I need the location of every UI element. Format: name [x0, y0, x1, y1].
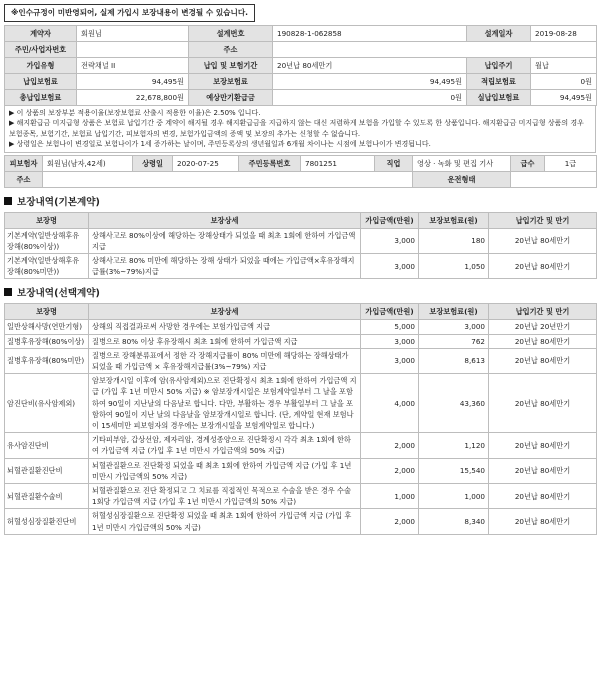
coverage-name: 질병후유장해(80%이상) — [5, 334, 89, 348]
notice-banner: ※인수규정이 미반영되어, 실제 가입시 보장내용이 변경될 수 있습니다. — [4, 4, 255, 22]
coverage-amount: 2,000 — [361, 433, 419, 458]
square-bullet-icon — [4, 288, 12, 296]
accum-premium-value: 0원 — [531, 74, 597, 90]
coverage-period: 20년납 80세만기 — [489, 228, 597, 253]
coverage-premium-value: 94,495원 — [273, 74, 467, 90]
coverage-amount: 3,000 — [361, 254, 419, 279]
table-row — [5, 320, 597, 334]
coverage-premium: 8,613 — [419, 348, 489, 373]
coverage-period: 20년납 80세만기 — [489, 509, 597, 534]
coverage-period: 20년납 80세만기 — [489, 433, 597, 458]
insured-address-label: 주소 — [5, 171, 43, 187]
col-header: 보장상세 — [89, 304, 361, 320]
birthday-value: 2020-07-25 — [173, 155, 239, 171]
grade-label: 급수 — [511, 155, 545, 171]
coverage-premium: 1,120 — [419, 433, 489, 458]
table-row — [5, 348, 597, 373]
col-header: 납입기간 및 만기 — [489, 304, 597, 320]
coverage-premium: 1,000 — [419, 484, 489, 509]
coverage-premium: 1,050 — [419, 254, 489, 279]
coverage-amount: 4,000 — [361, 374, 419, 433]
coverage-amount: 3,000 — [361, 348, 419, 373]
col-header: 가입금액(만원) — [361, 304, 419, 320]
contractor-value: 회원님 — [77, 26, 189, 42]
basic-coverage-table — [4, 212, 597, 280]
expected-refund-value: 0원 — [273, 90, 467, 106]
job-label: 직업 — [375, 155, 413, 171]
insured-info-table — [4, 155, 597, 188]
col-header: 보장명 — [5, 212, 89, 228]
insured-id-value: 7801251 — [301, 155, 375, 171]
coverage-name: 기본계약(일반상해후유장해(80%이상)) — [5, 228, 89, 253]
coverage-name: 질병후유장해(80%미만) — [5, 348, 89, 373]
coverage-name: 뇌혈관질환수술비 — [5, 484, 89, 509]
coverage-name: 암진단비(유사암제외) — [5, 374, 89, 433]
product-type-label: 가입유형 — [5, 58, 77, 74]
col-header: 납입기간 및 만기 — [489, 212, 597, 228]
address-label: 주소 — [189, 42, 273, 58]
design-no-label: 설계번호 — [189, 26, 273, 42]
product-type-value: 전략채널 II — [77, 58, 189, 74]
table-row — [5, 254, 597, 279]
vehicle-value — [511, 171, 597, 187]
note-item: ▶ 해지환급금 미지급형 상품은 보험료 납입기간 중 계약이 해지될 경우 해지환급금을 지급하지 않는 대신 저렴하게 보험을 가입할 수 있도록 한 상품입니다. 해지환급금 미지급형 상품의 경우 보험종목, 보험기간, 보험료 납입기간, 피보험자의 변경, 보험가입금액의 증액 및 보장의 추가는 신청할 수 없습니다. — [9, 119, 584, 138]
optional-coverage-rows — [5, 320, 597, 534]
coverage-period: 20년납 80세만기 — [489, 254, 597, 279]
table-row — [5, 484, 597, 509]
insured-value: 회원님(남자,42세) — [43, 155, 133, 171]
pay-period-label: 납입 및 보험기간 — [189, 58, 273, 74]
total-premium-label: 총납입보험료 — [5, 90, 77, 106]
optional-section-title — [4, 287, 596, 301]
id-no-value — [77, 42, 189, 58]
design-date-value: 2019-08-28 — [531, 26, 597, 42]
accum-premium-label: 적립보험료 — [467, 74, 531, 90]
contract-info-table — [4, 25, 597, 106]
pay-premium-label: 납입보험료 — [5, 74, 77, 90]
contractor-label: 계약자 — [5, 26, 77, 42]
coverage-period: 20년납 80세만기 — [489, 484, 597, 509]
note-item: ▶ 이 상품의 보장부분 적용이율(보장보험료 산출시 적용한 이율)은 2.50% 입니다. — [9, 109, 261, 117]
coverage-period: 20년납 20년만기 — [489, 320, 597, 334]
coverage-amount: 2,000 — [361, 509, 419, 534]
coverage-premium-label: 보장보험료 — [189, 74, 273, 90]
insured-label: 피보험자 — [5, 155, 43, 171]
basic-section-title — [4, 196, 596, 210]
job-value: 영상 · 녹화 및 편집 기사 — [413, 155, 511, 171]
coverage-period: 20년납 80세만기 — [489, 374, 597, 433]
address-value — [273, 42, 597, 58]
id-no-label: 주민/사업자번호 — [5, 42, 77, 58]
coverage-premium: 15,540 — [419, 458, 489, 483]
coverage-detail: 상해사고로 80%이상에 해당하는 장해상태가 되었을 때 최초 1회에 한하여 가입금액 지급 — [89, 228, 361, 253]
coverage-amount: 3,000 — [361, 228, 419, 253]
square-bullet-icon — [4, 197, 12, 205]
coverage-name: 기본계약(일반상해후유장해(80%미만)) — [5, 254, 89, 279]
expected-refund-label: 예상만기환급금 — [189, 90, 273, 106]
col-header: 보장보험료(원) — [419, 212, 489, 228]
table-row — [5, 433, 597, 458]
coverage-detail: 기타피부암, 갑상선암, 제자리암, 경계성종양으로 진단확정시 각각 최초 1회에 한하여 가입금액 지급 (가입 후 1년 미만시 가입금액의 50% 지급) — [89, 433, 361, 458]
vehicle-label: 운전형태 — [413, 171, 511, 187]
col-header: 보장상세 — [89, 212, 361, 228]
coverage-period: 20년납 80세만기 — [489, 334, 597, 348]
coverage-premium: 43,360 — [419, 374, 489, 433]
actual-premium-value: 94,495원 — [531, 90, 597, 106]
coverage-detail: 상해의 직접결과로써 사망한 경우에는 보험가입금액 지급 — [89, 320, 361, 334]
actual-premium-label: 실납입보험료 — [467, 90, 531, 106]
design-date-label: 설계일자 — [467, 26, 531, 42]
col-header: 가입금액(만원) — [361, 212, 419, 228]
insured-address-value — [43, 171, 413, 187]
pay-cycle-value: 월납 — [531, 58, 597, 74]
note-item: ▶ 상령일은 보험나이 변경일로 보험나이가 1세 증가하는 날이며, 주민등록상의 생년월일과 6개월 차이나는 시점에 보험나이가 변경됩니다. — [9, 140, 431, 149]
coverage-detail: 상해사고로 80% 미만에 해당하는 장해 상태가 되었을 때에는 가입금액×후유장해지급률(3%~79%)지급 — [89, 254, 361, 279]
design-no-value: 190828-1-062858 — [273, 26, 467, 42]
notes-box — [4, 106, 596, 153]
table-row — [5, 334, 597, 348]
birthday-label: 상령일 — [133, 155, 173, 171]
optional-title-text: 보장내역(선택계약) — [17, 288, 100, 300]
col-header: 보장보험료(원) — [419, 304, 489, 320]
coverage-premium: 3,000 — [419, 320, 489, 334]
pay-cycle-label: 납입주기 — [467, 58, 531, 74]
table-row — [5, 458, 597, 483]
coverage-detail: 질병으로 80% 이상 후유장해시 최초 1회에 한하여 가입금액 지급 — [89, 334, 361, 348]
coverage-detail: 질병으로 장해분류표에서 정한 각 장해지급률이 80% 미만에 해당하는 장해상태가 되었을 때 가입금액 × 후유장해지급률(3%~79%) 지급 — [89, 348, 361, 373]
total-premium-value: 22,678,800원 — [77, 90, 189, 106]
optional-coverage-table — [4, 303, 597, 534]
coverage-premium: 180 — [419, 228, 489, 253]
table-row — [5, 228, 597, 253]
table-row — [5, 374, 597, 433]
coverage-name: 뇌혈관질환진단비 — [5, 458, 89, 483]
basic-title-text: 보장내역(기본계약) — [17, 196, 100, 208]
col-header: 보장명 — [5, 304, 89, 320]
coverage-amount: 3,000 — [361, 334, 419, 348]
grade-value: 1급 — [545, 155, 597, 171]
coverage-name: 허혈성심장질환진단비 — [5, 509, 89, 534]
coverage-name: 유사암진단비 — [5, 433, 89, 458]
coverage-premium: 8,340 — [419, 509, 489, 534]
coverage-detail: 암보장개시일 이후에 암(유사암제외)으로 진단확정시 최초 1회에 한하여 가입금액 지급 (가입 후 1년 미만시 50% 지급) ※ 암보장개시일은 보험계약일부터 그 날을 포함하여 90일이 지난날의 다음날로 합니다. 다만, 부활하는 경우 부활일부터 그 날을 포함하여 90일이 지난 날의 다음날을 암보장개시일로 합니다. (단, 계약일 현재 보험나이 15세미만 피보험자의 경우에는 보장개시일을 보험계약일로 합니다.) — [89, 374, 361, 433]
coverage-detail: 허혈성심장질환으로 진단확정 되었을 때 최초 1회에 한하여 가입금액 지급 (가입 후 1년 미만시 가입금액의 50% 지급) — [89, 509, 361, 534]
table-row — [5, 509, 597, 534]
coverage-amount: 1,000 — [361, 484, 419, 509]
coverage-premium: 762 — [419, 334, 489, 348]
coverage-period: 20년납 80세만기 — [489, 348, 597, 373]
coverage-detail: 뇌혈관질환으로 진단확정 되었을 때 최초 1회에 한하여 가입금액 지급 (가입 후 1년 미만시 가입금액의 50% 지급) — [89, 458, 361, 483]
coverage-detail: 뇌혈관질환으로 진단 확정되고 그 치료를 직접적인 목적으로 수술을 받은 경우 수술 1회당 가입금액 지급 (가입 후 1년 미만시 가입금액의 50% 지급) — [89, 484, 361, 509]
insured-id-label: 주민등록번호 — [239, 155, 301, 171]
quote-document — [4, 4, 596, 535]
coverage-amount: 5,000 — [361, 320, 419, 334]
basic-coverage-rows — [5, 228, 597, 279]
pay-period-value: 20년납 80세만기 — [273, 58, 467, 74]
coverage-period: 20년납 80세만기 — [489, 458, 597, 483]
coverage-amount: 2,000 — [361, 458, 419, 483]
coverage-name: 일반상해사망(연만기형) — [5, 320, 89, 334]
pay-premium-value: 94,495원 — [77, 74, 189, 90]
